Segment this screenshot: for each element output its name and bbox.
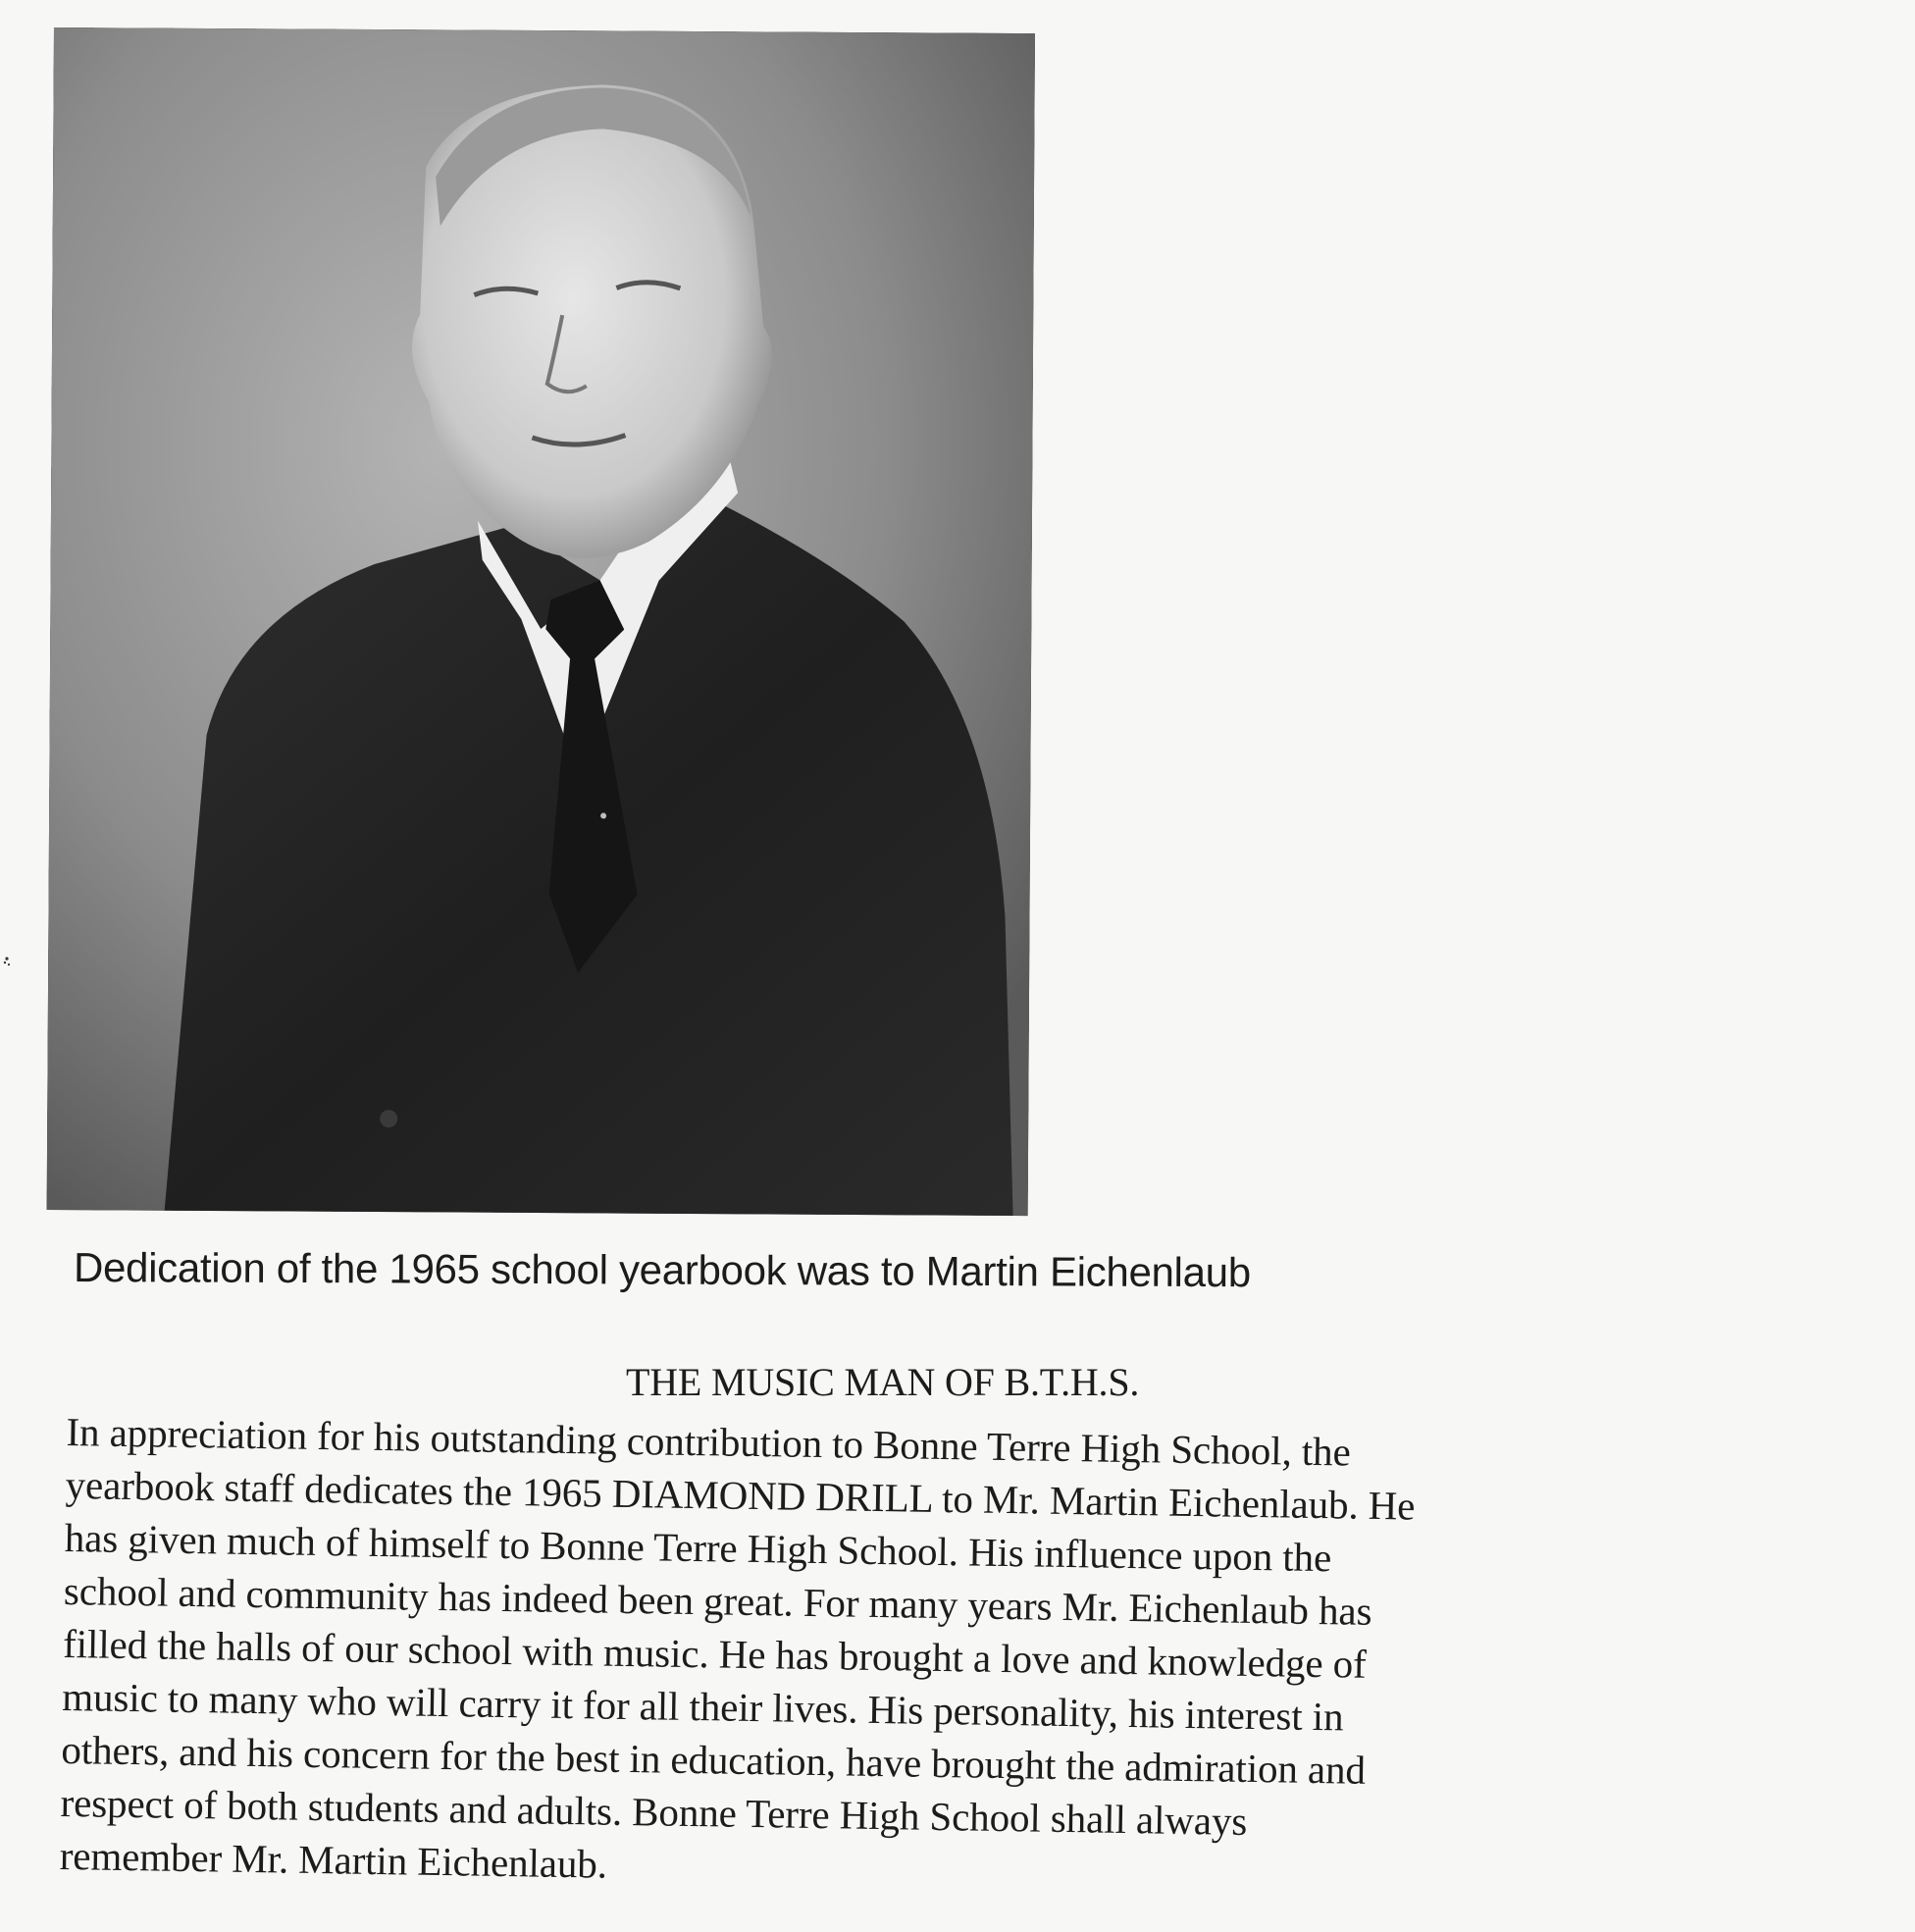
dedication-body — [59, 1405, 1832, 1909]
dedication-heading: THE MUSIC MAN OF B.T.H.S. — [626, 1360, 1140, 1404]
body-line: filled the halls of our school with music. He has brought a love and knowledge of — [62, 1620, 1368, 1687]
body-line: others, and his concern for the best in education, have brought the admiration and — [61, 1726, 1367, 1793]
body-line: respect of both students and adults. Bonne Terre High School shall always — [60, 1779, 1248, 1844]
body-line: has given much of himself to Bonne Terre High School. His influence upon the — [64, 1514, 1332, 1581]
body-line: In appreciation for his outstanding contribution to Bonne Terre High School, the — [66, 1408, 1352, 1475]
body-line: yearbook staff dedicates the 1965 DIAMOND DRILL to Mr. Martin Eichenlaub. He — [65, 1461, 1416, 1529]
body-line: school and community has indeed been great. For many years Mr. Eichenlaub has — [63, 1567, 1372, 1634]
photo-caption: Dedication of the 1965 school yearbook was to Martin Eichenlaub — [73, 1244, 1251, 1296]
body-line: music to many who will carry it for all their lives. His personality, his interest in — [61, 1673, 1344, 1740]
body-line: remember Mr. Martin Eichenlaub. — [59, 1832, 608, 1887]
portrait-photo — [47, 27, 1035, 1216]
ink-speck — [2, 956, 12, 967]
